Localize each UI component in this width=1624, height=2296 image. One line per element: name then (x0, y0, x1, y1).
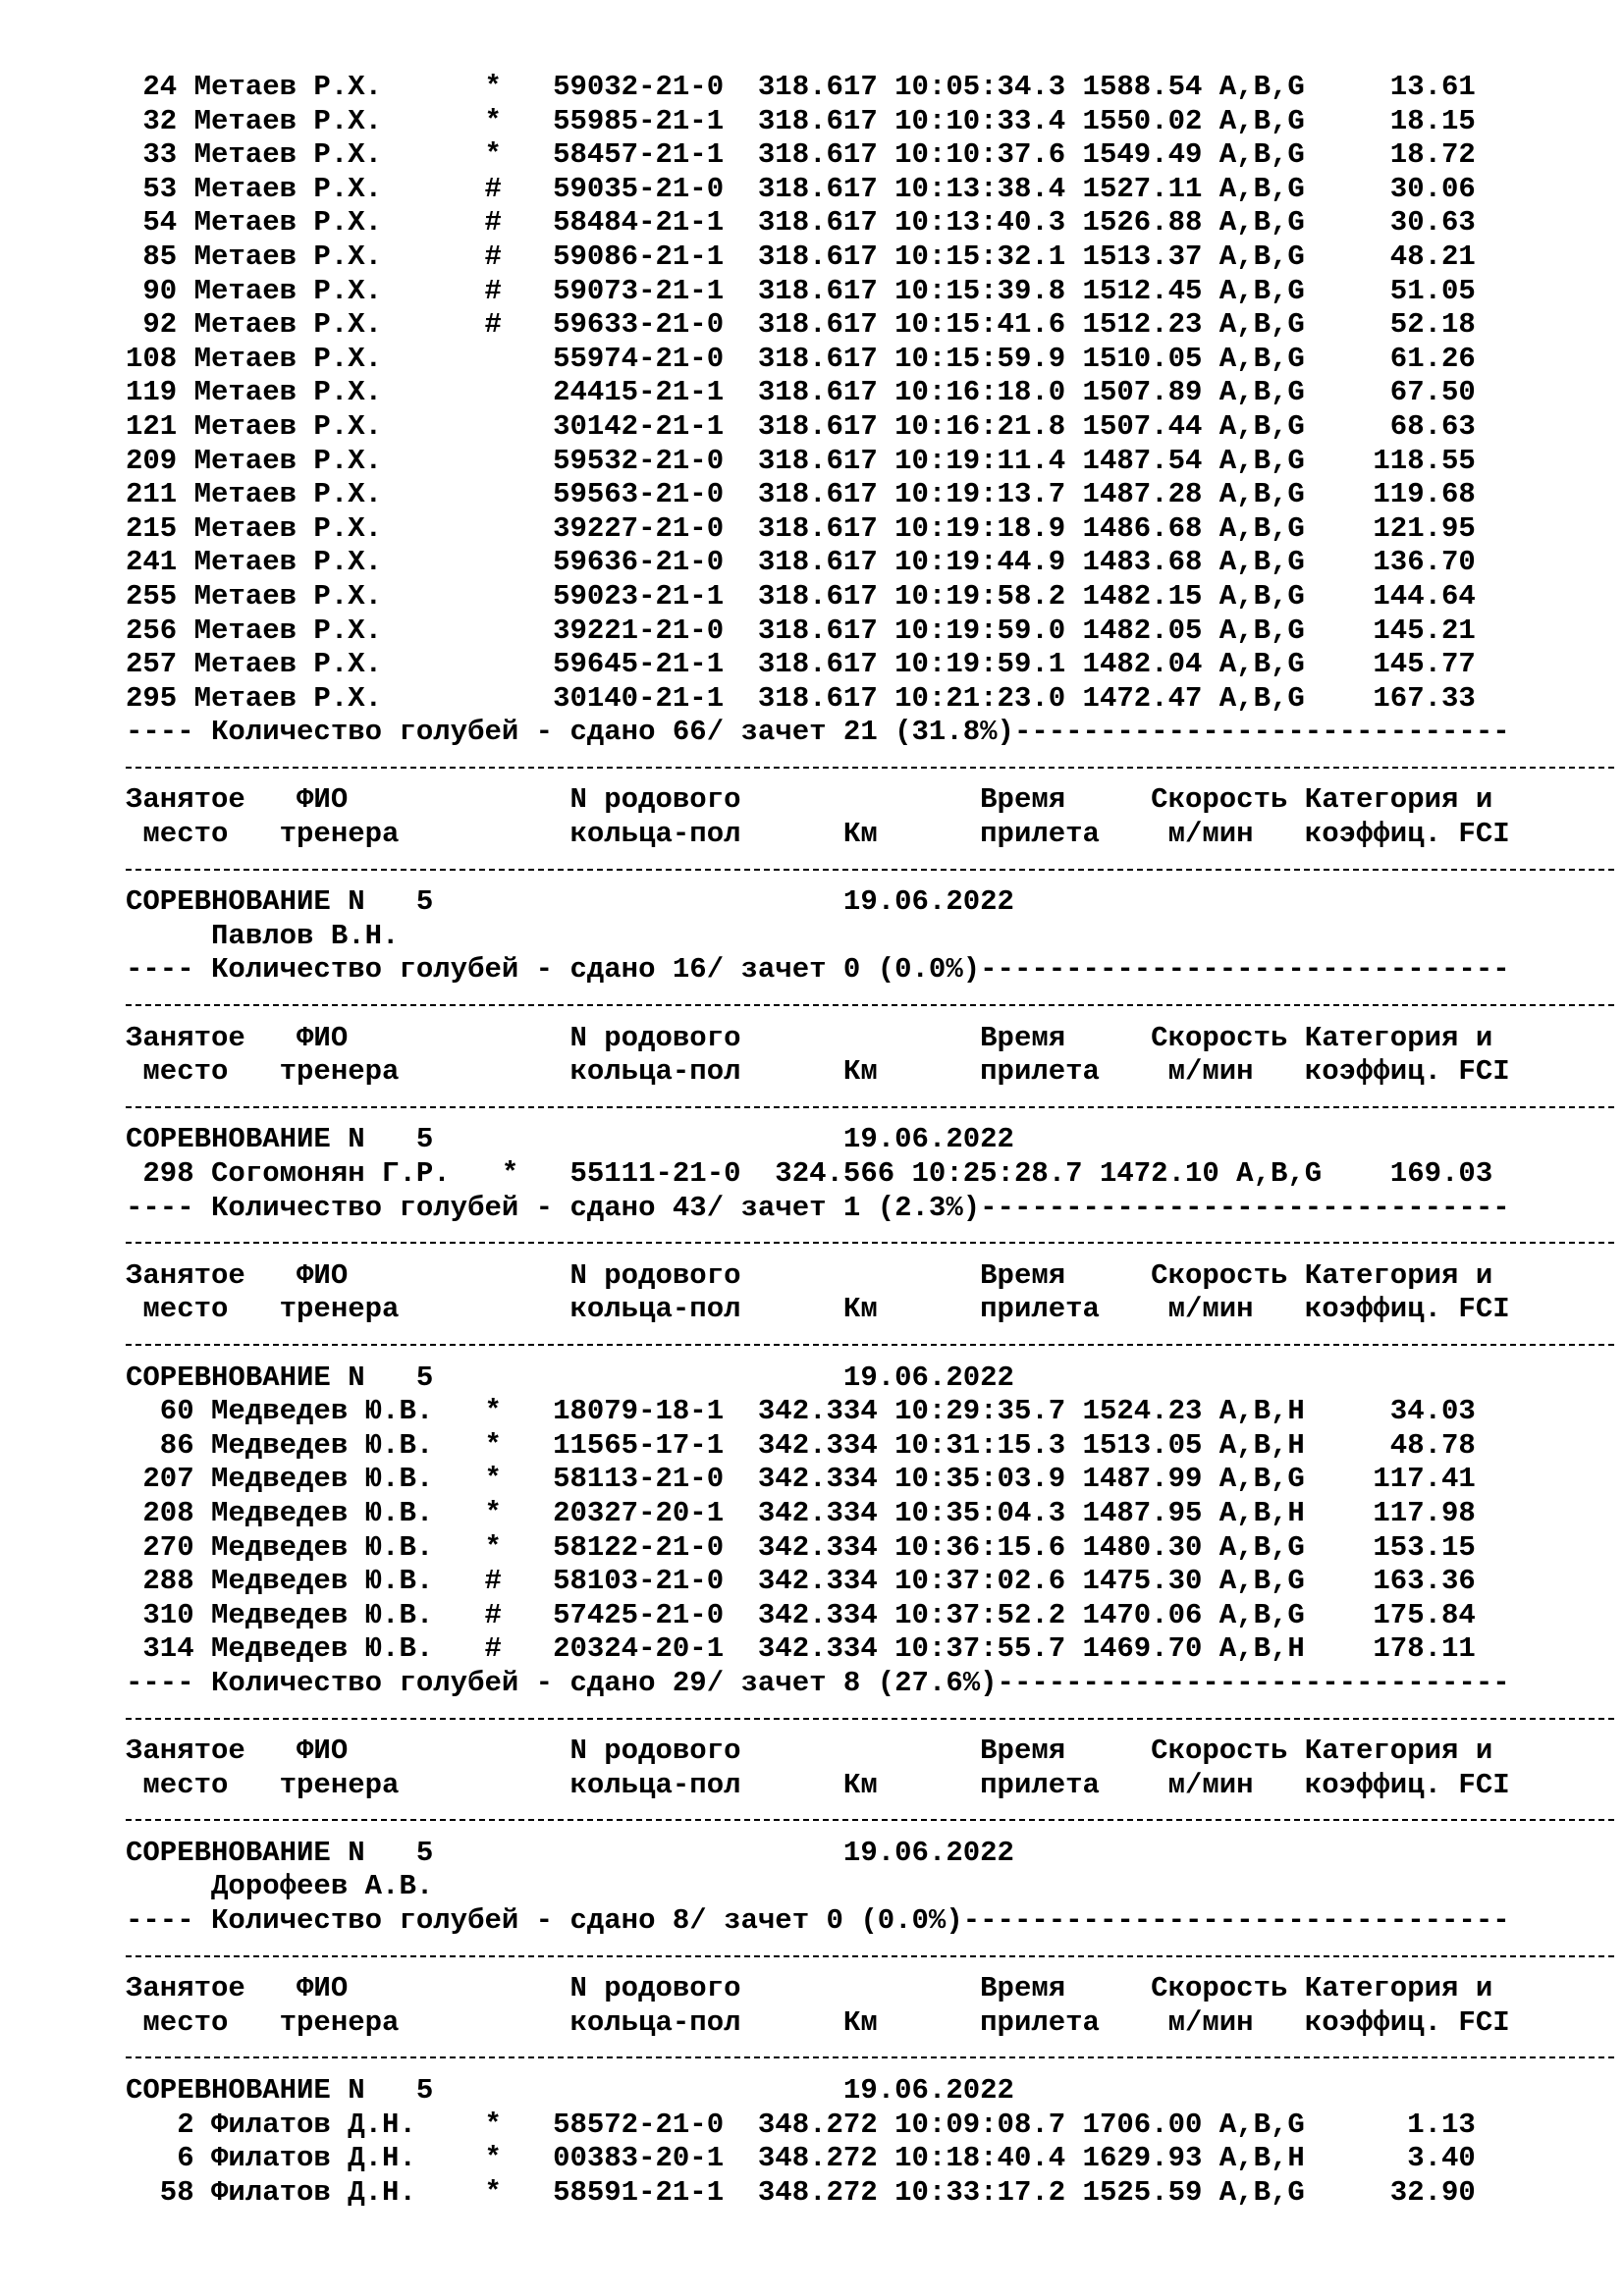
divider-line (126, 750, 1598, 784)
result-row: 256 Метаев Р.Х. 39221-21-0 318.617 10:19:59.0 1482.05 A,B,G 145.21 (126, 614, 1476, 647)
divider-line (126, 1225, 1598, 1259)
divider-line (126, 988, 1598, 1022)
result-row: 310 Медведев Ю.В. # 57425-21-0 342.334 10:37:52.2 1470.06 A,B,G 175.84 (126, 1598, 1476, 1631)
result-row: 298 Согомонян Г.Р. * 55111-21-0 324.566 10:25:28.7 1472.10 A,B,G 169.03 (126, 1157, 1493, 1190)
divider-line (126, 852, 1598, 886)
result-row: 257 Метаев Р.Х. 59645-21-1 318.617 10:19:59.1 1482.04 A,B,G 145.77 (126, 648, 1476, 681)
result-row: 121 Метаев Р.Х. 30142-21-1 318.617 10:16:21.8 1507.44 A,B,G 68.63 (126, 409, 1476, 443)
result-row: 270 Медведев Ю.В. * 58122-21-0 342.334 10:36:15.6 1480.30 A,B,G 153.15 (126, 1530, 1476, 1564)
competition-title: СОРЕВНОВАНИЕ N 5 19.06.2022 (126, 2074, 1014, 2108)
result-row: 108 Метаев Р.Х. 55974-21-0 318.617 10:15:59.9 1510.05 A,B,G 61.26 (126, 342, 1476, 375)
competition-title: СОРЕВНОВАНИЕ N 5 19.06.2022 (126, 1123, 1014, 1156)
result-row: 58 Филатов Д.Н. * 58591-21-1 348.272 10:33:17.2 1525.59 A,B,G 32.90 (126, 2175, 1476, 2209)
result-row: Павлов В.Н. (126, 919, 400, 952)
result-row: 90 Метаев Р.Х. # 59073-21-1 318.617 10:15:39.8 1512.45 A,B,G 51.05 (126, 274, 1476, 307)
result-row: 119 Метаев Р.Х. 24415-21-1 318.617 10:16:18.0 1507.89 A,B,G 67.50 (126, 376, 1476, 409)
result-row: 85 Метаев Р.Х. # 59086-21-1 318.617 10:15:32.1 1513.37 A,B,G 48.21 (126, 240, 1476, 273)
result-row: 295 Метаев Р.Х. 30140-21-1 318.617 10:21:23.0 1472.47 A,B,G 167.33 (126, 681, 1476, 715)
result-row: 208 Медведев Ю.В. * 20327-20-1 342.334 10:35:04.3 1487.95 A,B,H 117.98 (126, 1496, 1476, 1529)
column-header-line-1: Занятое ФИО N родового Время Скорость Категория и (126, 783, 1493, 817)
competition-title: СОРЕВНОВАНИЕ N 5 19.06.2022 (126, 1836, 1014, 1869)
result-row: 60 Медведев Ю.В. * 18079-18-1 342.334 10:29:35.7 1524.23 A,B,H 34.03 (126, 1395, 1476, 1428)
divider-line (126, 1701, 1598, 1735)
result-row: 32 Метаев Р.Х. * 55985-21-1 318.617 10:10:33.4 1550.02 A,B,G 18.15 (126, 104, 1476, 137)
column-header-line-2: место тренера кольца-пол Км прилета м/мин коэффиц. FCI (126, 818, 1510, 851)
result-row: 86 Медведев Ю.В. * 11565-17-1 342.334 10:31:15.3 1513.05 A,B,H 48.78 (126, 1428, 1476, 1462)
divider-line (126, 2040, 1598, 2074)
divider-line (126, 1939, 1598, 1973)
result-row: 288 Медведев Ю.В. # 58103-21-0 342.334 10:37:02.6 1475.30 A,B,G 163.36 (126, 1565, 1476, 1598)
column-header-line-1: Занятое ФИО N родового Время Скорость Категория и (126, 1972, 1493, 2005)
divider-line (126, 1802, 1598, 1837)
divider-line (126, 1327, 1598, 1362)
result-row: 211 Метаев Р.Х. 59563-21-0 318.617 10:19:13.7 1487.28 A,B,G 119.68 (126, 478, 1476, 511)
result-row: 53 Метаев Р.Х. # 59035-21-0 318.617 10:13:38.4 1527.11 A,B,G 30.06 (126, 172, 1476, 205)
column-header-line-2: место тренера кольца-пол Км прилета м/мин коэффиц. FCI (126, 1055, 1510, 1089)
result-row: 209 Метаев Р.Х. 59532-21-0 318.617 10:19:11.4 1487.54 A,B,G 118.55 (126, 444, 1476, 477)
column-header-line-2: место тренера кольца-пол Км прилета м/мин коэффиц. FCI (126, 2005, 1510, 2039)
result-row: 241 Метаев Р.Х. 59636-21-0 318.617 10:19:44.9 1483.68 A,B,G 136.70 (126, 546, 1476, 579)
result-row: 207 Медведев Ю.В. * 58113-21-0 342.334 10:35:03.9 1487.99 A,B,G 117.41 (126, 1463, 1476, 1496)
results-printout (126, 71, 1598, 2210)
pigeon-count-summary: ---- Количество голубей - сдано 66/ зачет 21 (31.8%)----------------------------- (126, 716, 1510, 749)
result-row: 215 Метаев Р.Х. 39227-21-0 318.617 10:19:18.9 1486.68 A,B,G 121.95 (126, 511, 1476, 545)
result-row: Дорофеев А.В. (126, 1870, 434, 1903)
divider-line (126, 1090, 1598, 1124)
result-row: 2 Филатов Д.Н. * 58572-21-0 348.272 10:09:08.7 1706.00 A,B,G 1.13 (126, 2108, 1476, 2141)
pigeon-count-summary: ---- Количество голубей - сдано 29/ зачет 8 (27.6%)------------------------------ (126, 1666, 1510, 1699)
column-header-line-2: место тренера кольца-пол Км прилета м/мин коэффиц. FCI (126, 1768, 1510, 1801)
pigeon-count-summary: ---- Количество голубей - сдано 43/ зачет 1 (2.3%)------------------------------- (126, 1191, 1510, 1224)
pigeon-count-summary: ---- Количество голубей - сдано 16/ зачет 0 (0.0%)------------------------------- (126, 953, 1510, 987)
column-header-line-1: Занятое ФИО N родового Время Скорость Категория и (126, 1735, 1493, 1768)
result-row: 255 Метаев Р.Х. 59023-21-1 318.617 10:19:58.2 1482.15 A,B,G 144.64 (126, 579, 1476, 613)
result-row: 6 Филатов Д.Н. * 00383-20-1 348.272 10:18:40.4 1629.93 A,B,H 3.40 (126, 2142, 1476, 2175)
result-row: 92 Метаев Р.Х. # 59633-21-0 318.617 10:15:41.6 1512.23 A,B,G 52.18 (126, 308, 1476, 342)
result-row: 54 Метаев Р.Х. # 58484-21-1 318.617 10:13:40.3 1526.88 A,B,G 30.63 (126, 206, 1476, 240)
competition-title: СОРЕВНОВАНИЕ N 5 19.06.2022 (126, 885, 1014, 919)
column-header-line-1: Занятое ФИО N родового Время Скорость Категория и (126, 1258, 1493, 1292)
result-row: 24 Метаев Р.Х. * 59032-21-0 318.617 10:05:34.3 1588.54 A,B,G 13.61 (126, 71, 1476, 103)
pigeon-count-summary: ---- Количество голубей - сдано 8/ зачет 0 (0.0%)-------------------------------- (126, 1904, 1510, 1938)
result-row: 33 Метаев Р.Х. * 58457-21-1 318.617 10:10:37.6 1549.49 A,B,G 18.72 (126, 138, 1476, 172)
column-header-line-1: Занятое ФИО N родового Время Скорость Категория и (126, 1021, 1493, 1054)
competition-title: СОРЕВНОВАНИЕ N 5 19.06.2022 (126, 1361, 1014, 1394)
result-row: 314 Медведев Ю.В. # 20324-20-1 342.334 10:37:55.7 1469.70 A,B,H 178.11 (126, 1632, 1476, 1666)
column-header-line-2: место тренера кольца-пол Км прилета м/мин коэффиц. FCI (126, 1293, 1510, 1326)
